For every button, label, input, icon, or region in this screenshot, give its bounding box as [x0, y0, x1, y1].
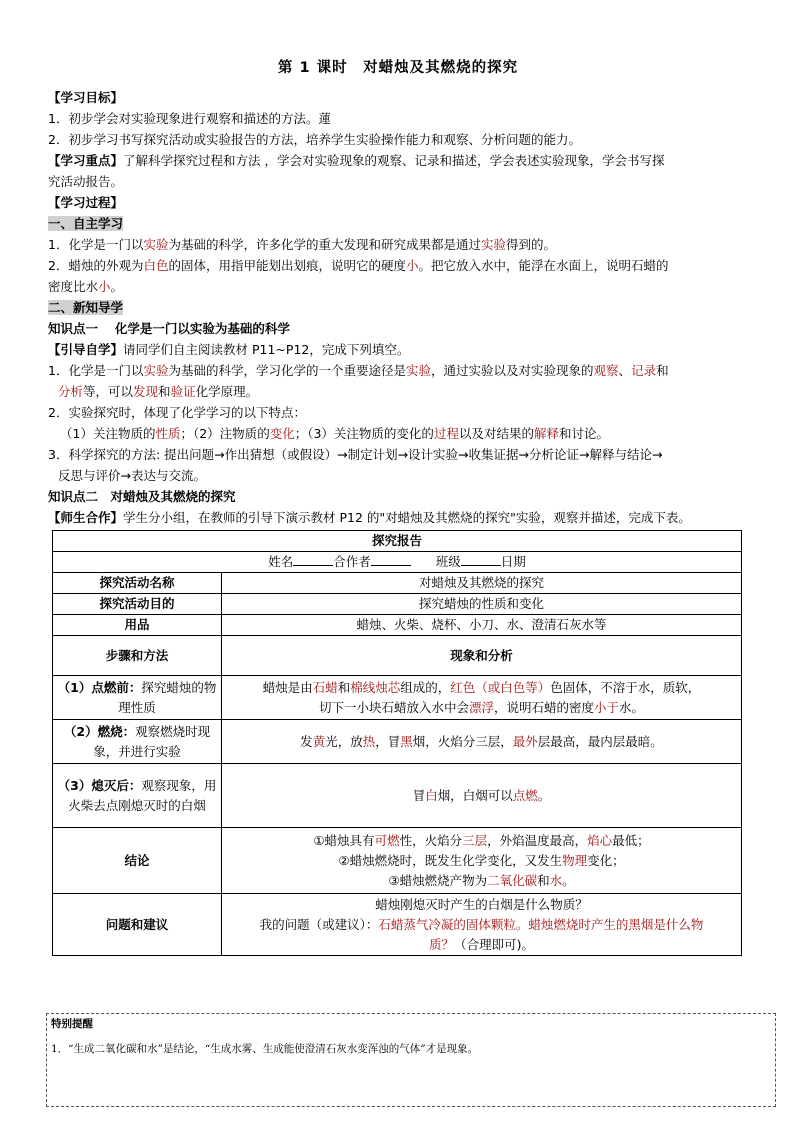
self-study-item-2-cont: 密度比水小。 — [48, 279, 124, 294]
coop-line: 【师生合作】学生分小组，在教师的引导下演示教材 P12 的"对蜡烛及其燃烧的探究"实验，观察并描述，完成下表。 — [48, 510, 691, 525]
point-1-item-1-cont: 分析等，可以发现和验证化学原理。 — [58, 384, 259, 399]
objectives-heading: 【学习目标】 — [48, 90, 124, 105]
table-row: 探究活动目的 探究蜡烛的性质和变化 — [53, 594, 742, 615]
table-row: 用品 蜡烛、火柴、烧杯、小刀、水、澄清石灰水等 — [53, 615, 742, 636]
focus-label: 【学习重点】 — [48, 153, 124, 168]
name-blank[interactable] — [293, 553, 333, 566]
step-1-row: （1）点燃前：探究蜡烛的物理性质 蜡烛是由石蜡和棉线烛芯组成的，红色（或白色等）色固体，不溶于水，质软， 切下一小块石蜡放入水中会漂浮，说明石蜡的密度小于水。 — [53, 676, 742, 720]
process-heading: 【学习过程】 — [48, 195, 124, 210]
table-row: 探究活动名称 对蜡烛及其燃烧的探究 — [53, 573, 742, 594]
partner-blank[interactable] — [371, 553, 411, 566]
guide-line: 【引导自学】请同学们自主阅读教材 P11~P12，完成下列填空。 — [48, 342, 410, 357]
conclusion-row: 结论 ①蜡烛具有可燃性，火焰分三层，外焰温度最高，焰心最低； ②蜡烛燃烧时，既发生化学变化，又发生物理变化； ③蜡烛燃烧产物为二氧化碳和水。 — [53, 828, 742, 894]
step-2-row: （2）燃烧：观察燃烧时现象，并进行实验 发黄光，放热，冒黑烟，火焰分三层，最外层最高，最内层最暗。 — [53, 720, 742, 764]
table-header-row: 步骤和方法 现象和分析 — [53, 636, 742, 676]
worksheet — [48, 58, 748, 956]
report-title: 探究报告 — [53, 531, 742, 552]
self-study-item-2: 2．蜡烛的外观为白色的固体，用指甲能划出划痕，说明它的硬度小。把它放入水中，能浮在水面上，说明石蜡的 — [48, 258, 669, 273]
report-name-row: 姓名 合作者 班级 日期 — [53, 552, 742, 573]
objective-item: 2．初步学习书写探究活动或实验报告的方法，培养学生实验操作能力和观察、分析问题的能力。 — [48, 132, 581, 147]
point-1-item-2-detail: （1）关注物质的性质；（2）注物质的变化；（3）关注物质的变化的过程以及对结果的解释和讨论。 — [60, 426, 609, 441]
reminder-title: 特别提醒 — [51, 1018, 93, 1030]
point-1-item-3-cont: 反思与评价→表达与交流。 — [58, 468, 206, 483]
focus-text: 了解科学探究过程和方法 ，学会对实验现象的观察、记录和描述，学会表述实验现象，学会书写探 — [123, 153, 665, 168]
self-study-item-1: 1．化学是一门以实验为基础的科学，许多化学的重大发现和研究成果都是通过实验得到的。 — [48, 237, 557, 252]
focus-line-2: 究活动报告。 — [48, 174, 124, 189]
point-1-item-1: 1．化学是一门以实验为基础的科学，学习化学的一个重要途径是实验，通过实验以及对实验现象的观察、记录和 — [48, 363, 669, 378]
report-table — [52, 530, 742, 956]
self-study-heading: 一、自主学习 — [48, 216, 124, 231]
point-1-item-3: 3．科学探究的方法: 提出问题→作出猜想（或假设）→制定计划→设计实验→收集证据→分析论证→解释与结论→ — [48, 447, 663, 462]
class-blank[interactable] — [461, 553, 501, 566]
objective-item: 1．初步学会对实验现象进行观察和描述的方法。蓮 — [48, 111, 331, 126]
reminder-text: 1．“生成二氧化碳和水”是结论，“生成水雾、生成能使澄清石灰水变浑浊的气体”才是现象。 — [51, 1043, 479, 1055]
point-1-title: 知识点一 化学是一门以实验为基础的科学 — [48, 321, 290, 336]
point-2-title: 知识点二 对蜡烛及其燃烧的探究 — [48, 489, 236, 504]
focus-line — [48, 150, 748, 171]
questions-row: 问题和建议 蜡烛刚熄灭时产生的白烟是什么物质？ 我的问题（或建议）：石蜡蒸气冷凝的固体颗粒。蜡烛燃烧时产生的黑烟是什么物 质？（合理即可)。 — [53, 894, 742, 956]
point-1-item-2: 2．实验探究时，体现了化学学习的以下特点： — [48, 405, 306, 420]
special-reminder-box — [46, 1013, 776, 1107]
step-3-row: （3）熄灭后：观察现象，用火柴去点刚熄灭时的白烟 冒白烟，白烟可以点燃。 — [53, 764, 742, 828]
page-title: 第 1 课时 对蜡烛及其燃烧的探究 — [277, 60, 519, 76]
new-knowledge-heading: 二、新知导学 — [48, 300, 124, 315]
